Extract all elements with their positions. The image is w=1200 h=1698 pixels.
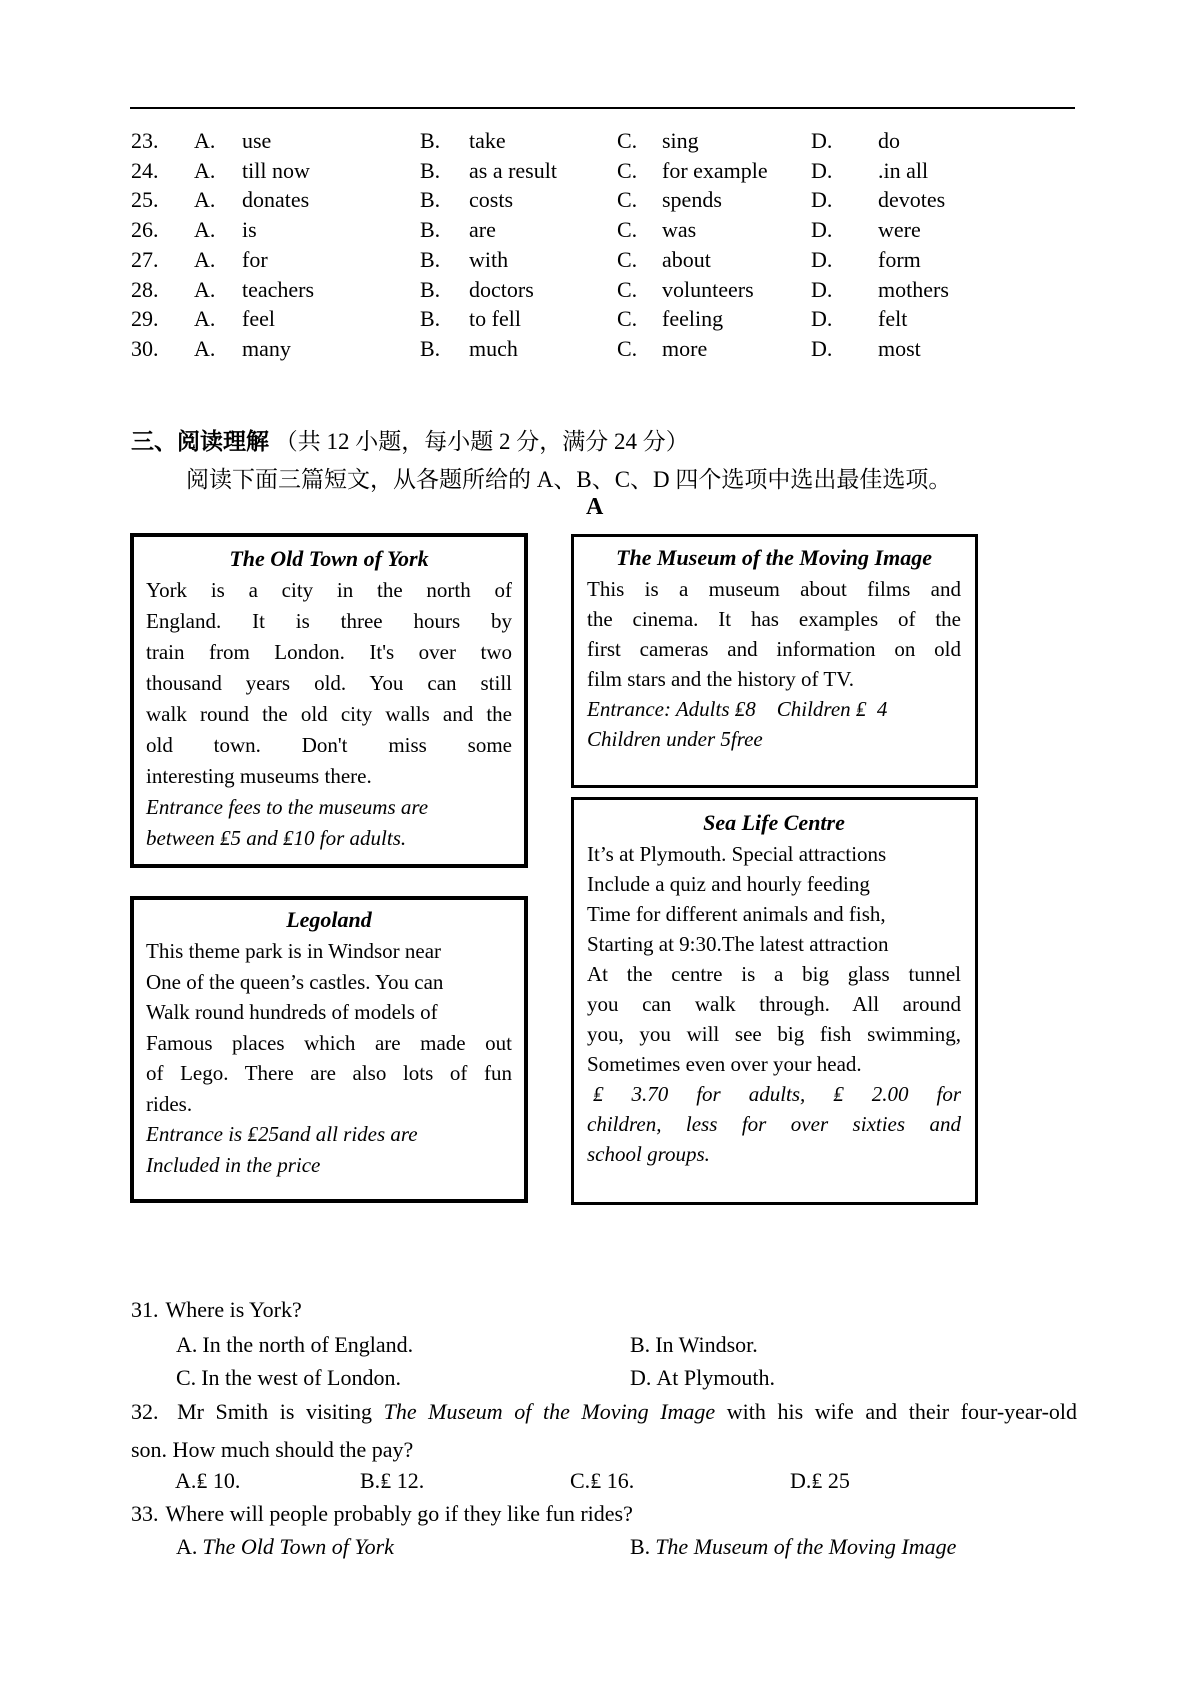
option-text: ₤ 10. [196,1468,241,1493]
passage-line: Sometimes even over your head. [587,1052,862,1076]
passage-line: thousand years old. You can still [146,671,512,695]
question-number: 24. [131,157,159,183]
cloze-row-27 [131,245,1077,275]
option-letter: B. [360,1468,381,1493]
option-b [630,1332,758,1358]
passage-note-line: school groups. [587,1142,710,1166]
question-number: 26. [131,217,159,243]
passage-note-line: Entrance: Adults ₤8 Children ₤ 4 [587,697,888,721]
question-number: 23. [131,128,159,153]
option-passage-title: The Museum of the Moving Image [655,1534,957,1559]
option-text-a: is [242,217,257,243]
question-number: 29. [131,306,159,332]
passage-box-legoland [130,896,528,1203]
option-text-b: as a result [469,157,557,183]
option-letter-b: B. [420,276,441,302]
option-text-b: to fell [469,306,521,332]
question-text-line-2: son. How much should the pay? [131,1437,414,1462]
option-c [176,1365,401,1391]
option-text-d: were [878,217,921,243]
option-letter-c: C. [617,246,638,272]
option-a [176,1534,394,1560]
option-letter-a: A. [194,157,216,183]
passage-note-line: children, less for over sixties and [587,1112,961,1136]
option-letter: C. [176,1365,197,1390]
passage-line: old town. Don't miss some [146,733,512,757]
question-text: with his wife and their four-year-old [726,1399,1078,1424]
option-text-c: for example [662,157,768,183]
option-letter-c: C. [617,276,638,302]
option-d [790,1468,850,1494]
header-rule [130,107,1075,109]
option-letter: A. [176,1332,198,1357]
q31-options-row-2 [131,1365,1077,1395]
option-text-a: for [242,246,268,272]
q33-options-row [131,1534,1077,1564]
passage-line: England. It is three hours by [146,609,512,633]
question-text: Mr Smith is visiting [177,1399,372,1424]
passage-line: of Lego. There are also lots of fun [146,1061,512,1085]
option-letter-d: D. [811,306,833,332]
question-32 [131,1399,1077,1463]
option-text-c: more [662,335,708,361]
option-letter-b: B. [420,217,441,243]
cloze-row-25 [131,185,1077,215]
question-number: 25. [131,187,159,213]
option-text-b: with [469,246,509,272]
passage-note-line: Included in the price [146,1152,321,1177]
option-letter-a: A. [194,187,216,213]
option-letter-c: C. [617,157,638,183]
option-text-d: most [878,335,921,361]
passage-box-york [130,533,528,868]
passage-note-line: Entrance fees to the museums are [146,795,429,819]
passage-line: the cinema. It has examples of the [587,607,961,631]
question-text: Where is York? [165,1297,302,1322]
q31-options-row-1 [131,1332,1077,1362]
passage-line: This is a museum about films and [587,577,961,601]
option-b [360,1468,424,1494]
option-text: In Windsor. [655,1332,758,1357]
option-letter: B. [630,1332,651,1357]
passage-box-sealife [571,797,978,1205]
option-letter-d: D. [811,157,833,183]
passage-line: Walk round hundreds of models of [146,1000,438,1024]
option-text-d: mothers [878,276,949,302]
question-text: Where will people probably go if they like fun rides? [165,1501,633,1526]
option-letter-c: C. [617,128,638,153]
referenced-passage-title: The Museum of the Moving Image [383,1399,716,1424]
option-letter-b: B. [420,128,441,153]
option-text-b: take [469,128,506,153]
option-text-a: donates [242,187,310,213]
cloze-row-28 [131,275,1077,305]
option-text-d: do [878,128,900,153]
option-text-b: doctors [469,276,534,302]
option-letter-b: B. [420,306,441,332]
option-c [570,1468,634,1494]
option-text-a: many [242,335,291,361]
option-text: ₤ 16. [590,1468,635,1493]
passage-title: The Old Town of York [229,546,429,571]
option-text: In the north of England. [202,1332,414,1357]
option-letter-c: C. [617,217,638,243]
passage-line: One of the queen’s castles. You can [146,969,444,994]
option-letter-b: B. [420,335,441,361]
section-title: 三、阅读理解 [131,429,269,454]
passage-line: film stars and the history of TV. [587,667,854,691]
option-text-c: sing [662,128,699,153]
option-letter-c: C. [617,335,638,361]
option-letter-d: D. [811,217,833,243]
option-letter: C. [570,1468,591,1493]
option-letter: D. [630,1365,652,1390]
passage-line: This theme park is in Windsor near [146,939,442,963]
question-31 [131,1297,302,1323]
option-letter-d: D. [811,128,833,153]
option-letter-a: A. [194,217,216,243]
option-text-a: teachers [242,276,315,302]
option-letter-d: D. [811,246,833,272]
option-letter-b: B. [420,187,441,213]
option-letter-c: C. [617,187,638,213]
cloze-row-30 [131,334,1077,364]
option-text-d: devotes [878,187,946,213]
option-text-c: was [662,217,697,243]
option-letter-a: A. [194,306,216,332]
passage-line: Famous places which are made out [146,1030,512,1055]
option-text-c: volunteers [662,276,754,302]
cloze-row-23 [131,126,1077,156]
passage-box-museum [571,534,978,788]
question-number: 31. [131,1297,159,1322]
option-text-d: felt [878,306,908,332]
option-b [630,1534,956,1560]
option-letter: A. [176,1534,198,1559]
option-a [175,1468,240,1494]
option-text: ₤ 12. [380,1468,425,1493]
option-text: At Plymouth. [656,1365,775,1390]
option-letter-c: C. [617,306,638,332]
option-text-c: about [662,246,711,272]
option-letter-a: A. [194,276,216,302]
question-number: 30. [131,335,159,361]
passage-line: It’s at Plymouth. Special attractions [587,842,887,866]
option-text-b: costs [469,187,513,213]
option-letter: B. [630,1534,651,1559]
option-letter: D. [790,1468,812,1493]
cloze-row-26 [131,215,1077,245]
question-number: 32. [131,1399,159,1424]
option-letter-b: B. [420,157,441,183]
passage-line: Include a quiz and hourly feeding [587,872,870,896]
option-letter-a: A. [194,246,216,272]
option-text-b: are [469,217,496,243]
q32-options-row [131,1468,1077,1498]
passage-title: Legoland [286,907,372,932]
question-number: 33. [131,1501,159,1526]
question-number: 27. [131,246,159,272]
passage-line: rides. [146,1091,193,1116]
option-letter-b: B. [420,246,441,272]
passage-title: Sea Life Centre [703,810,845,835]
option-text-a: use [242,128,272,153]
option-text-d: .in all [878,157,929,183]
passage-line: Time for different animals and fish, [587,902,886,926]
passage-note-line: Entrance is ₤25and all rides are [146,1122,418,1146]
option-text-c: spends [662,187,722,213]
passage-line: you, you will see big fish swimming, [587,1022,961,1046]
question-33 [131,1501,633,1527]
section-heading [131,423,689,456]
passage-line: At the centre is a big glass tunnel [587,962,961,986]
cloze-row-29 [131,304,1077,334]
reading-instruction: 阅读下面三篇短文，从各题所给的 A、B、C、D 四个选项中选出最佳选项。 [186,467,952,492]
passage-line: Starting at 9:30.The latest attraction [587,932,889,956]
option-text: In the west of London. [201,1365,401,1390]
passage-note-line: Children under 5free [587,727,763,751]
option-text-a: till now [242,157,310,183]
passage-line: you can walk through. All around [587,992,961,1016]
option-letter-a: A. [194,335,216,361]
question-number: 28. [131,276,159,302]
option-text-b: much [469,335,518,361]
passage-line: walk round the old city walls and the [146,702,512,726]
option-text: ₤ 25 [811,1468,850,1493]
option-letter-d: D. [811,187,833,213]
passage-line: train from London. It's over two [146,640,512,664]
passage-title: The Museum of the Moving Image [616,545,932,570]
question-text-line-1 [131,1399,1077,1425]
cloze-row-24 [131,156,1077,186]
passage-line: interesting museums there. [146,764,372,788]
option-text-c: feeling [662,306,724,332]
option-a [176,1332,413,1358]
option-d [630,1365,775,1391]
option-letter: A. [175,1468,197,1493]
cloze-options-table [131,126,1077,364]
passage-note-line: between ₤5 and ₤10 for adults. [146,826,407,850]
section-score-note: （共 12 小题，每小题 2 分，满分 24 分） [274,429,689,454]
passage-line: York is a city in the north of [146,578,512,602]
option-letter-a: A. [194,128,216,153]
passage-note-line: ₤ 3.70 for adults, ₤ 2.00 for [593,1082,961,1106]
option-text-d: form [878,246,921,272]
option-passage-title: The Old Town of York [202,1534,394,1559]
passage-label-a: A [586,494,604,520]
option-text-a: feel [242,306,275,332]
option-letter-d: D. [811,276,833,302]
option-letter-d: D. [811,335,833,361]
passage-line: first cameras and information on old [587,637,961,661]
